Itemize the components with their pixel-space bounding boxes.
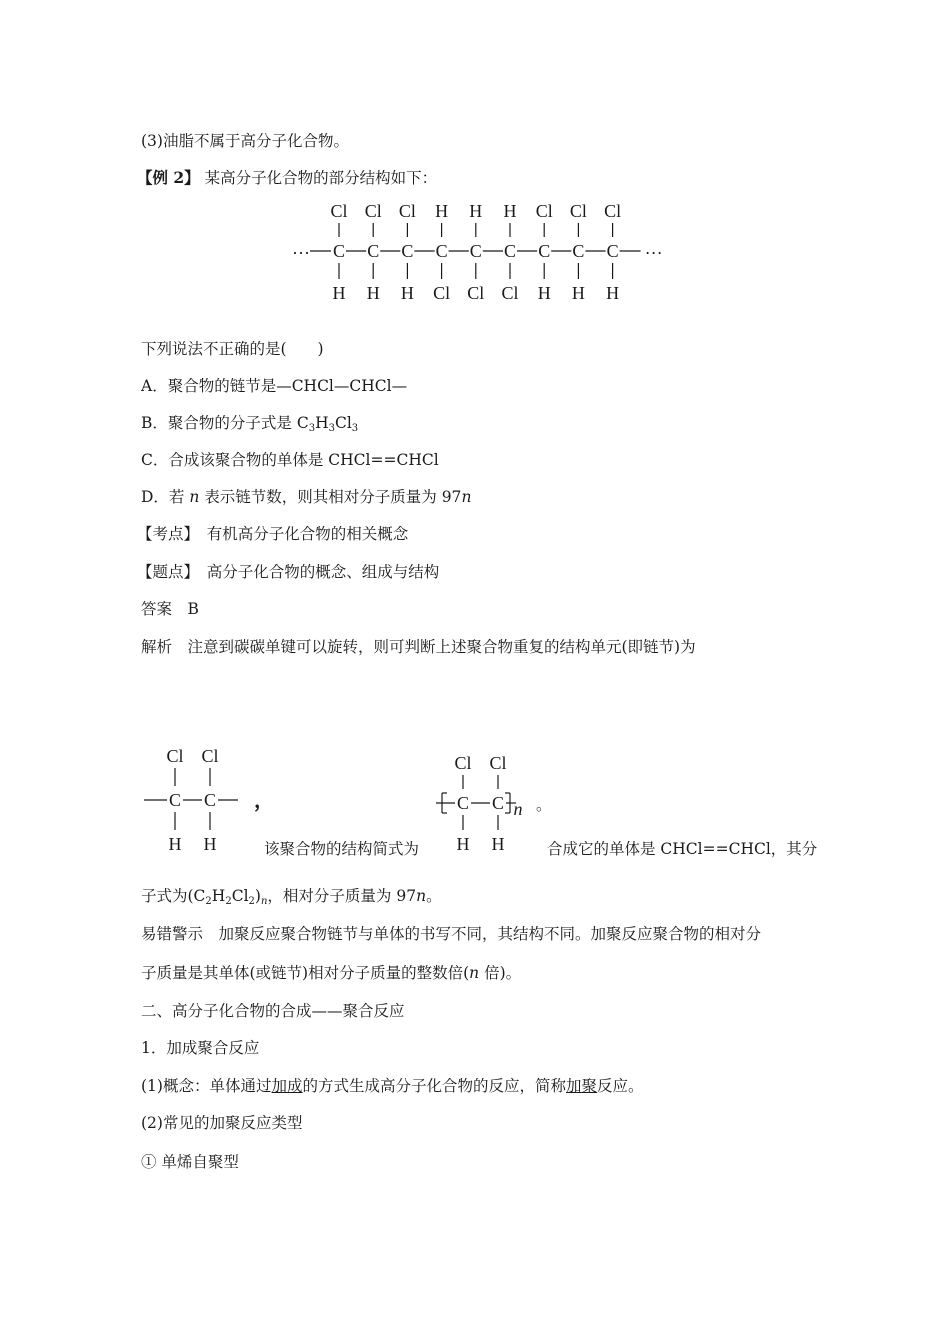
atom-top: Cl [330, 201, 348, 221]
subscript: 3 [308, 423, 316, 434]
atom-bottom: H [606, 283, 620, 303]
atom-carbon: C [435, 241, 448, 261]
comma: ， [254, 788, 274, 812]
underlined-term: 加聚 [566, 1077, 598, 1095]
kaodian-line: 【考点】 有机高分子化合物的相关概念 [137, 525, 409, 543]
concept-post: 反应。 [597, 1077, 644, 1095]
warn2-text: 子质量是其单体(或链节)相对分子质量的整数倍( [141, 964, 470, 982]
atom-carbon: C [401, 241, 414, 261]
italic-n: n [416, 887, 427, 905]
atom-carbon: C [456, 793, 470, 813]
italic-n: n [189, 488, 200, 506]
polymer-chain-structure [285, 198, 665, 306]
subscript: 3 [351, 423, 359, 434]
ellipsis-left: ··· [292, 243, 310, 263]
atom-top: Cl [569, 201, 587, 221]
section-2-heading: 二、高分子化合物的合成——聚合反应 [141, 1002, 405, 1020]
molecular-formula-line [141, 886, 442, 909]
atom-bottom: H [456, 834, 470, 854]
text-line-oil: (3)油脂不属于高分子化合物。 [141, 132, 349, 150]
atom-carbon: C [538, 241, 551, 261]
atom-top: Cl [364, 201, 382, 221]
warning-line-1: 易错警示 加聚反应聚合物链节与单体的书写不同，其结构不同。加聚反应聚合物的相对分 [141, 925, 762, 943]
underlined-term: 加成 [271, 1077, 303, 1095]
option-c: C．合成该聚合物的单体是 CHCl==CHCl [141, 451, 439, 469]
atom-carbon: C [606, 241, 619, 261]
answer-line: 答案 B [141, 600, 199, 618]
atom-top: Cl [398, 201, 416, 221]
mf-close: ) [254, 887, 261, 905]
question-text: 下列说法不正确的是( ) [141, 340, 324, 358]
warn2-post: 倍)。 [479, 964, 522, 982]
concept-line [141, 1076, 644, 1096]
atom-bottom: H [491, 834, 505, 854]
example-2-heading [137, 168, 437, 188]
option-b-h: H [315, 414, 329, 432]
italic-n: n [469, 964, 480, 982]
example-text: 某高分子化合物的部分结构如下： [199, 169, 438, 187]
atom-carbon: C [168, 790, 182, 810]
atom-bottom: H [400, 283, 414, 303]
atom-bottom: H [203, 834, 217, 854]
atom-top: Cl [535, 201, 553, 221]
atom-carbon: C [203, 790, 217, 810]
subscript-n: n [260, 896, 268, 907]
option-b-cl: Cl [334, 414, 352, 432]
atom-bottom: H [366, 283, 380, 303]
subscript: 2 [225, 896, 232, 907]
repeat-unit-structure [140, 740, 245, 858]
subscript: 2 [248, 896, 255, 907]
atom-top: Cl [166, 746, 184, 766]
atom-bottom: H [571, 283, 585, 303]
atom-top: H [469, 201, 483, 221]
atom-top: Cl [489, 753, 507, 773]
tidian-line: 【题点】 高分子化合物的概念、组成与结构 [137, 563, 440, 581]
atom-top: Cl [604, 201, 622, 221]
subscript: 2 [205, 896, 212, 907]
subscript-n: n [513, 799, 523, 819]
option-d [141, 487, 471, 507]
mf-text: 子式为(C [141, 887, 206, 905]
subscript: 3 [328, 423, 335, 434]
atom-top: Cl [201, 746, 219, 766]
mf-cl: Cl [231, 887, 249, 905]
option-b-text: B．聚合物的分子式是 C [141, 414, 309, 432]
types-line: (2)常见的加聚反应类型 [141, 1114, 303, 1132]
monomer-text: 合成它的单体是 CHCl==CHCl，其分 [547, 840, 818, 858]
warning-line-2 [141, 963, 521, 983]
option-b [141, 413, 358, 436]
atom-top: Cl [454, 753, 472, 773]
atom-bottom: Cl [467, 283, 485, 303]
formula-label: 该聚合物的结构简式为 [264, 840, 420, 858]
atom-carbon: C [572, 241, 585, 261]
polymer-formula-structure [430, 747, 530, 859]
atom-carbon: C [469, 241, 482, 261]
option-d-text: D．若 [141, 488, 190, 506]
ellipsis-right: ··· [644, 243, 663, 263]
atom-bottom: H [537, 283, 551, 303]
mf-post: ，相对分子质量为 97 [267, 887, 417, 905]
type-1-line: ① 单烯自聚型 [141, 1153, 239, 1171]
option-a: A．聚合物的链节是—CHCl—CHCl— [141, 377, 408, 395]
mf-end: 。 [426, 887, 442, 905]
atom-carbon: C [332, 241, 346, 261]
atom-carbon: C [367, 241, 380, 261]
concept-mid: 的方式生成高分子化合物的反应，简称 [302, 1077, 566, 1095]
mf-h: H [211, 887, 226, 905]
atom-bottom: H [168, 834, 182, 854]
example-tag: 【例 2】 [137, 168, 200, 187]
atom-bottom: Cl [433, 283, 451, 303]
italic-n: n [461, 488, 472, 506]
atom-carbon: C [491, 793, 505, 813]
analysis-line: 解析 注意到碳碳单键可以旋转，则可判断上述聚合物重复的结构单元(即链节)为 [141, 638, 696, 656]
atom-carbon: C [503, 241, 517, 261]
period: 。 [536, 796, 552, 814]
atom-top: H [435, 201, 449, 221]
section-2-1-heading: 1．加成聚合反应 [141, 1039, 260, 1057]
atom-top: H [503, 201, 517, 221]
atom-bottom: H [332, 283, 346, 303]
concept-text: (1)概念：单体通过 [141, 1077, 272, 1095]
atom-bottom: Cl [501, 283, 519, 303]
option-d-mid: 表示链节数，则其相对分子质量为 97 [199, 488, 462, 506]
